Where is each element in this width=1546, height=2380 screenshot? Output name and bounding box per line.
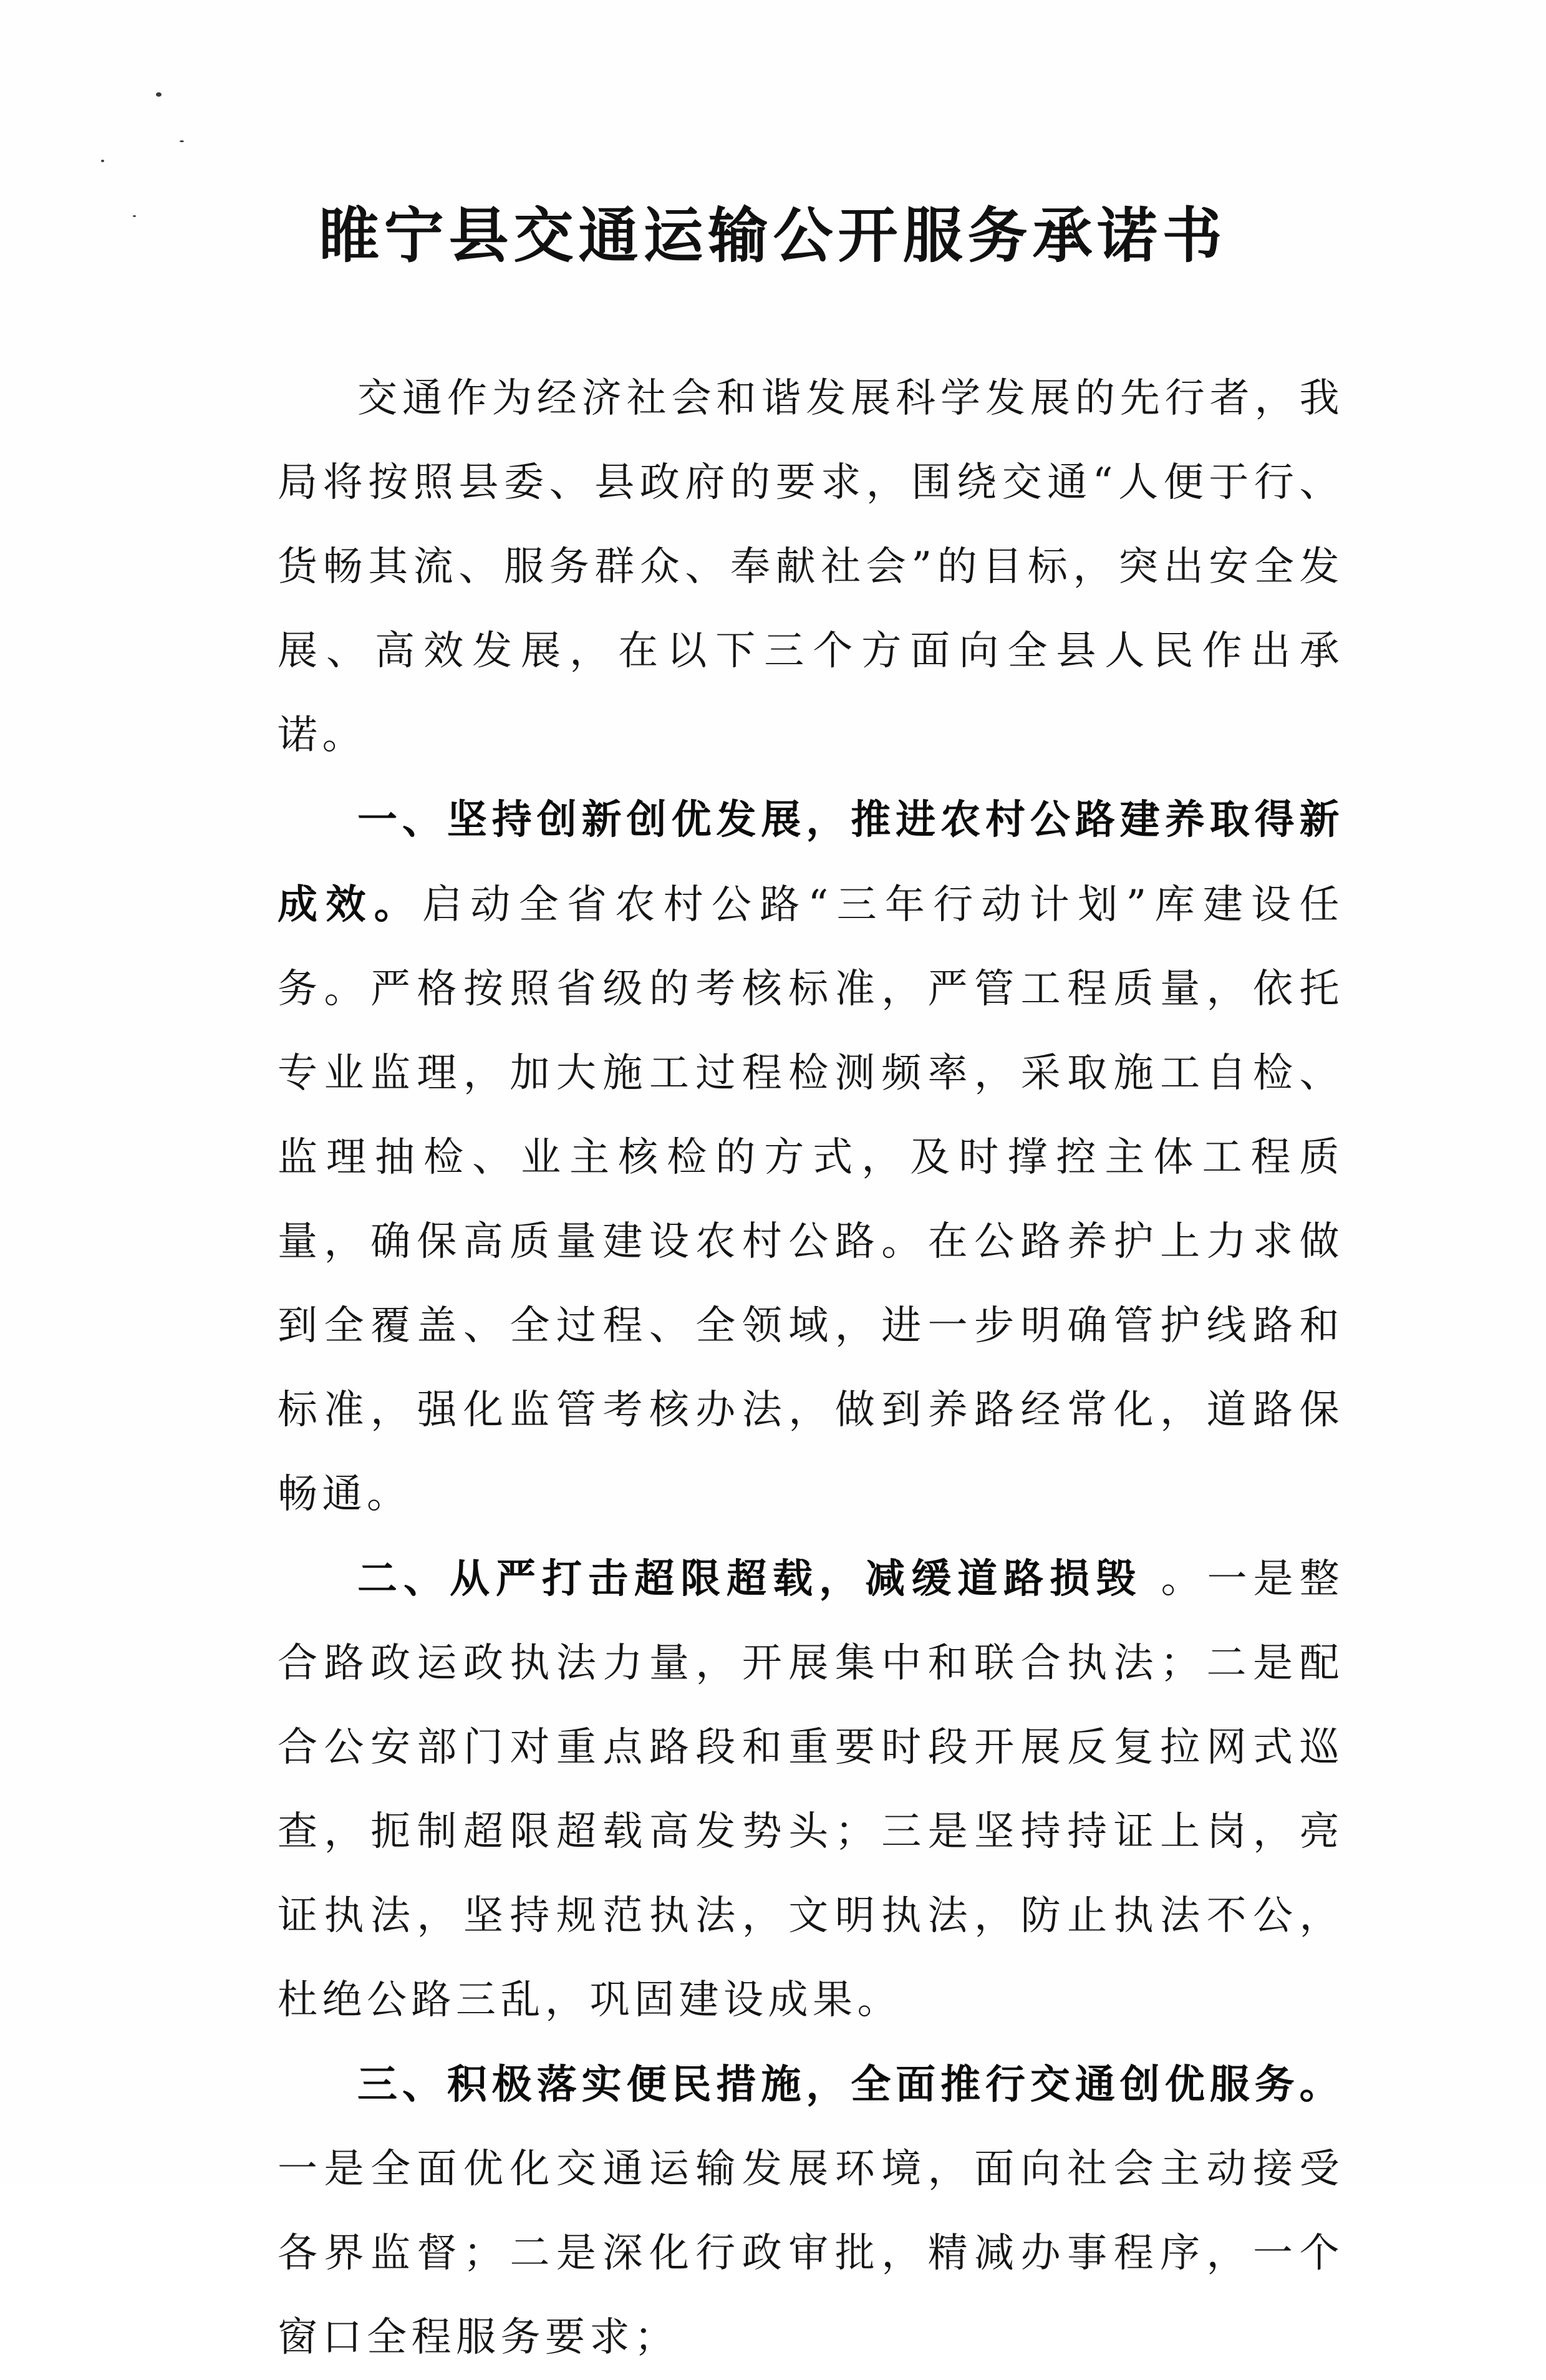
commitment-paragraph-1 — [278, 778, 1344, 1537]
scan-speck — [180, 140, 184, 142]
commitment-paragraph-2 — [278, 1537, 1344, 2043]
paragraph-heading: 二、从严打击超限超载，减缓道路损毁 — [357, 1555, 1143, 1602]
paragraph-text: 启动全省农村公路“三年行动计划”库建设任务。严格按照省级的考核标准，严管工程质量，依托专业监理，加大施工过程检测频率，采取施工自检、监理抽检、业主核检的方式，及时撑控主体工程质量，确保高质量建设农村公路。在公路养护上力求做到全覆盖、全过程、全领域，进一步明确管护线路和标准，强化监管考核办法，做到养路经常化，道路保畅通。 — [278, 882, 1345, 1517]
paragraph-heading: 三、积极落实便民措施，全面推行交通创优服务。 — [357, 2061, 1344, 2108]
commitment-paragraph-3 — [278, 2043, 1344, 2380]
paragraph-text: 交通作为经济社会和谐发展科学发展的先行者，我局将按照县委、县政府的要求，围绕交通“人便于行、货畅其流、服务群众、奉献社会”的目标，突出安全发展、高效发展，在以下三个方面向全县人民作出承诺。 — [278, 375, 1344, 758]
document-title: 睢宁县交通运输公开服务承诺书 — [319, 200, 1227, 271]
scan-speck — [156, 92, 162, 97]
paragraph-text: 一是全面优化交通运输发展环境，面向社会主动接受各界监督；二是深化行政审批，精减办事程序，一个窗口全程服务要求； — [278, 2146, 1344, 2361]
document-body — [278, 356, 1344, 2380]
scan-speck — [101, 160, 104, 162]
paragraph-heading: 一、坚持创新创优发展，推进农村公路建养取得新成效。 — [278, 796, 1344, 928]
intro-paragraph — [278, 356, 1344, 778]
paragraph-text: 。一是整合路政运政执法力量，开展集中和联合执法；二是配合公安部门对重点路段和重要时段开展反复拉网式巡查，扼制超限超载高发势头；三是坚持持证上岗，亮证执法，坚持规范执法，文明执法，防止执法不公，杜绝公路三乱，巩固建设成果。 — [278, 1556, 1344, 2023]
